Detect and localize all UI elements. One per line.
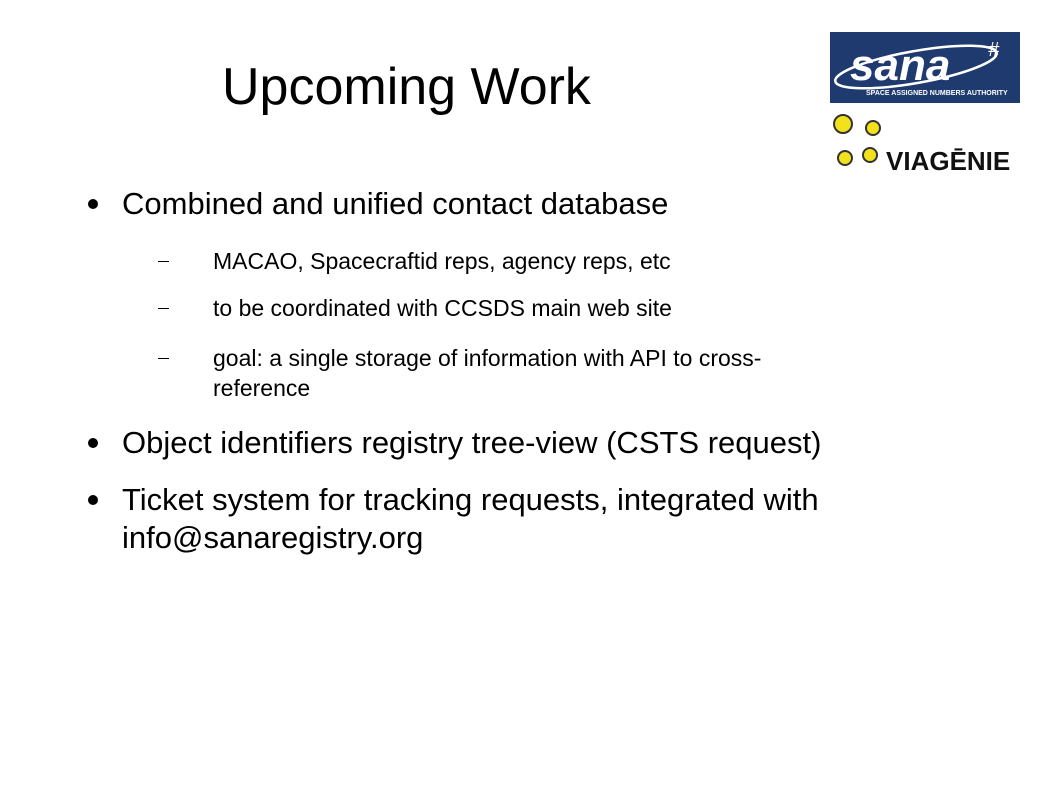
bullet-item bbox=[122, 424, 982, 462]
sub-bullet-item bbox=[213, 293, 1013, 323]
bullet-dot-icon bbox=[88, 199, 98, 209]
slide-title: Upcoming Work bbox=[222, 58, 591, 116]
bullet-item bbox=[122, 185, 982, 223]
sub-bullet-text: goal: a single storage of information with API to cross-reference bbox=[213, 345, 762, 401]
sub-bullet-item bbox=[213, 343, 803, 403]
dash-icon bbox=[158, 358, 169, 359]
sub-bullet-item bbox=[213, 246, 1013, 276]
sub-bullet-text: to be coordinated with CCSDS main web site bbox=[213, 295, 672, 321]
bullet-text: Ticket system for tracking requests, integrated with info@sanaregistry.org bbox=[122, 482, 819, 555]
sub-bullet-text: MACAO, Spacecraftid reps, agency reps, etc bbox=[213, 248, 671, 274]
dash-icon bbox=[158, 261, 169, 262]
sana-logo-tagline: SPACE ASSIGNED NUMBERS AUTHORITY bbox=[866, 90, 1008, 97]
bullet-dot-icon bbox=[88, 438, 98, 448]
dash-icon bbox=[158, 308, 169, 309]
bullet-text: Combined and unified contact database bbox=[122, 186, 669, 221]
viagenie-logo-wordmark: VIAGĒNIE bbox=[886, 146, 1011, 176]
viagenie-logo bbox=[828, 108, 1024, 176]
sana-logo-mark: # bbox=[988, 39, 1000, 61]
bullet-item bbox=[122, 481, 972, 557]
sana-logo bbox=[830, 32, 1020, 103]
sana-logo-wordmark: sana bbox=[850, 41, 951, 90]
bullet-text: Object identifiers registry tree-view (CSTS request) bbox=[122, 425, 822, 460]
bullet-dot-icon bbox=[88, 495, 98, 505]
